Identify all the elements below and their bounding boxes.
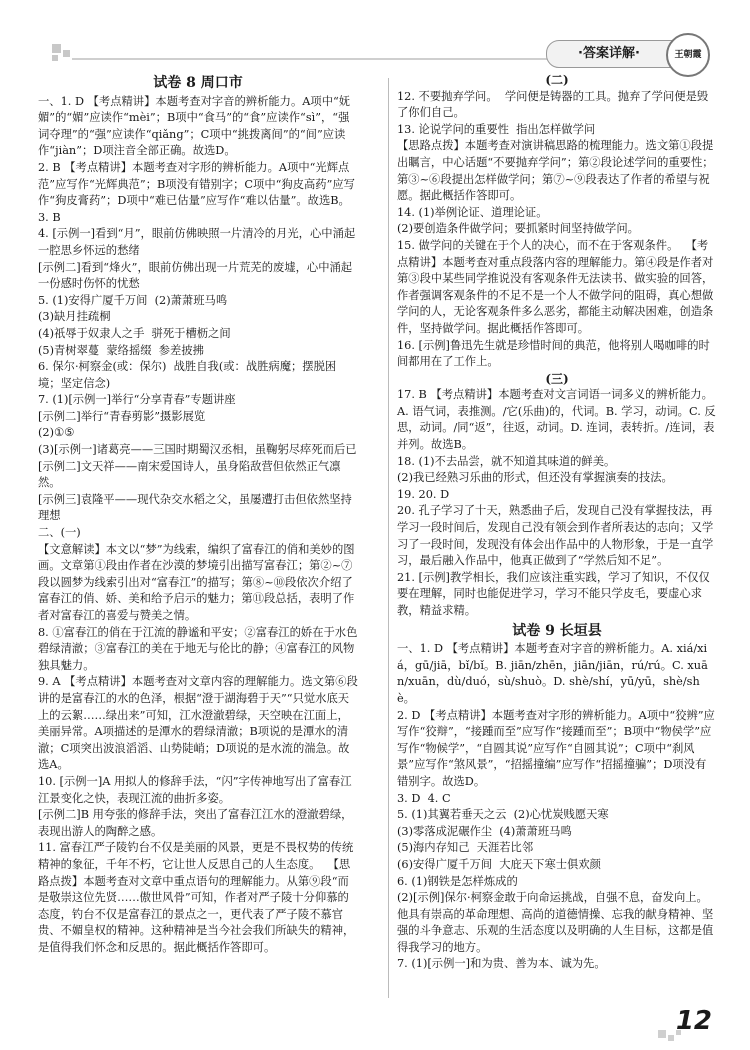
answer-paragraph: (3)缺月挂疏桐	[38, 310, 111, 324]
answer-paragraph: 17. B 【考点精讲】本题考查对文言词语一词多义的辨析能力。A. 语气词，表推测。/它(乐曲)的，代词。B. 学习，动词。C. 反思，动词。/同“返”，往返，动词。D. 连词，表转折。/连词，表并列。故选B。	[397, 388, 716, 452]
right-answers-a	[397, 89, 717, 371]
answer-paragraph: (2)我已经熟习乐曲的形式，但还没有掌握演奏的技法。	[397, 471, 673, 485]
answer-paragraph: (2)要创造条件做学问；要抓紧时间坚持做学问。	[397, 222, 639, 236]
answer-paragraph: 21. [示例]教学相长，我们应该注重实践，学习了知识，不仅仅要在理解，同时也能促进学习，学习不能只学皮毛，要虚心求教，精益求精。	[397, 570, 710, 617]
answer-paragraph: 2. D 【考点精讲】本题考查对字形的辨析能力。A项中“狡辨”应写作“狡辩”，“接踵而至”应写作“接踵而至”；B项中“物侯学”应写作“物候学”，“自圆其说”应写作“自圆其说”；C项中“刹风景”应写作“煞风景”，“招摇撞编”应写作“招摇撞骗”；D项没有错别字。故选D。	[397, 708, 715, 788]
answer-paragraph: 15. 做学问的关键在于个人的决心，而不在于客观条件。 【考点精讲】本题考查对重点段落内容的理解能力。第④段是作者对第③段中某些同学推说没有客观条件无法读书、做实验的回答，作者强调客观条件的不足不是一个人不做学问的阻碍，真心想做学问的人，无论客观条件多么恶劣，都能主动解决困难，创造条件，坚持做学问。据此概括作答即可。	[397, 238, 714, 335]
exam-title: 试卷 8 周口市	[153, 75, 243, 91]
answer-paragraph: (2)①⑤	[38, 426, 75, 440]
answer-paragraph: 13. 论说学问的重要性 指出怎样做学问	[397, 122, 596, 136]
header-badge: ·答案详解·	[546, 40, 672, 68]
answer-paragraph: 7. (1)[示例一]和为贵、善为本、诚为先。	[397, 957, 606, 971]
left-column	[38, 72, 358, 956]
answer-paragraph: 8. ①富春江的俏在于江流的静谧和平安；②富春江的娇在于水色碧绿清澈；③富春江的美在于地无与伦比的静；④富春江的风物独具魅力。	[38, 625, 358, 672]
answer-paragraph: [示例二]文天祥——南宋爱国诗人，虽身陷敌营但依然正气凛然。	[38, 459, 341, 490]
answer-paragraph: 6. 保尔·柯察金(或：保尔) 战胜自我(或：战胜病魔；摆脱困境；坚定信念)	[38, 360, 337, 390]
answer-paragraph: 18. (1)不去品尝，就不知道其味道的鲜美。	[397, 454, 616, 468]
left-answers	[38, 94, 358, 957]
section-heading: (二)	[545, 73, 569, 87]
answer-paragraph: (5)海内存知己 天涯若比邻	[397, 841, 534, 855]
answer-paragraph: [示例三]袁隆平——现代杂交水稻之父，虽屡遭打击但依然坚持理想	[38, 492, 352, 523]
answer-paragraph: 一、1. D 【考点精讲】本题考查对字音的辨析能力。A项中“妩媚”的“媚”应读作“mèi”；B项中“食马”的“食”应读作“sì”，“强词夺理”的“强”应读作“qiǎng”；C项中“挑拨离间”的“间”应读作“jiàn”；D项注音全部正确。故选D。	[38, 94, 351, 158]
answer-paragraph: [示例二]B 用夸张的修辞手法，突出了富春江江水的澄澈碧绿，表现出游人的陶醉之感。	[38, 808, 353, 838]
answer-paragraph: 20. 孔子学习了十天，熟悉曲子后，发现自己没有掌握技法，再学习一段时间后，发现自己没有领会到作者所表达的志向；又学习了一段时间，发现没有体会出作品中的人物形象，于是一直学习，最后融入作品中，他真正做到了“学然后知不足”。	[397, 504, 714, 568]
answer-paragraph: 10. [示例一]A 用拟人的修辞手法，“闪”字传神地写出了富春江江景变化之快，表现江流的曲折多姿。	[38, 774, 352, 805]
answer-paragraph: 一、1. D 【考点精讲】本题考查对字音的辨析能力。A. xiá/xiá，gū/jiā，bǐ/bǐ。B. jiān/zhēn，jiān/jiān，rú/rú。C. xuān/xuān，dù/duó，sù/shuò。D. shè/shí，yū/yū，shè/shè。	[397, 642, 708, 705]
answer-paragraph: (2)[示例]保尔·柯察金敢于向命运挑战，自强不息，奋发向上。他具有崇高的革命理想、高尚的道德情操、忘我的献身精神、坚强的斗争意志、乐观的生活态度以及明确的人生目标，这都是值得我学习的地方。	[397, 891, 714, 954]
answer-paragraph: 【文意解读】本文以“梦”为线索，编织了富春江的俏和美妙的图画。文章第①段由作者在沙漠的梦境引出描写富春江；第②~⑦段以圆梦为线索引出对“富春江”的描写；第⑧~⑩段依次介绍了富春江的俏、娇、美和给予启示的魅力；第⑪段总括，表明了作者对富春江的喜爱与赞美之情。	[38, 542, 355, 622]
answer-paragraph: 9. A 【考点精讲】本题考查对文章内容的理解能力。选文第⑥段讲的是富春江的水的色泽，根据“澄于湖海碧于天”“只觉水底天上的云絮……绿出来”可知，江水澄澈碧绿，天空映在江面上，美丽异常。A项描述的是潭水的碧绿清澈；B项说的是潭水的清澈；C项突出波浪滔滔、山势陡峭；D项说的是水流的湍急。故选A。	[38, 675, 358, 772]
answer-paragraph: 2. B 【考点精讲】本题考查对字形的辨析能力。A项中“光辉点范”应写作“光辉典范”；B项没有错别字；C项中“狗皮高药”应写作“狗皮膏药”；D项中“难已估量”应写作“难以估量”。故选B。	[38, 160, 355, 208]
right-answers-b	[397, 387, 717, 619]
answer-paragraph: 3. B	[38, 210, 61, 224]
answer-paragraph: [示例二]看到“烽火”，眼前仿佛出现一片荒芜的废墟，心中涌起一份感时伤怀的忧愁	[38, 260, 353, 291]
answer-paragraph: 7. (1)[示例一]举行“分享青春”专题讲座	[38, 393, 236, 407]
answer-paragraph: (6)安得广厦千万间 大庇天下寒士俱欢颜	[397, 857, 601, 871]
answer-paragraph: 【思路点拨】本题考查对演讲稿思路的梳理能力。选文第①段提出瞩言，中心话题“不要抛弃学问”；第②段论述学问的重要性；第③~⑥段提出怎样做学问；第⑦~⑨段表达了作者的希望与祝愿。据此概括作答即可。	[397, 139, 714, 203]
answer-paragraph: [示例二]举行“青春剪影”摄影展览	[38, 409, 206, 423]
section-heading: (三)	[545, 371, 569, 386]
answer-paragraph: (5)青树翠蔓 蒙络摇缀 参差披拂	[38, 343, 204, 357]
answer-paragraph: 12. 不要抛弃学问。 学问便是铸器的工具。抛弃了学问便是毁了你们自己。	[397, 89, 709, 120]
exam-title: 试卷 9 长垣县	[512, 622, 602, 639]
answer-paragraph: 14. (1)举例论证、道理论证。	[397, 205, 548, 219]
answer-paragraph: 19. 20. D	[397, 487, 450, 501]
column-divider	[388, 78, 389, 998]
publisher-logo: 王朝霞	[666, 33, 710, 77]
answer-paragraph: 5. (1)其翼若垂天之云 (2)心忧炭贱愿天寒	[397, 808, 609, 822]
answer-paragraph: 3. D 4. C	[397, 791, 451, 805]
answer-paragraph: 6. (1)钢铁是怎样炼成的	[397, 874, 518, 888]
page-number: 12	[675, 1006, 712, 1036]
answer-paragraph: 16. [示例]鲁迅先生就是珍惜时间的典范，他将别人喝咖啡的时间都用在了工作上。	[397, 338, 710, 369]
answer-paragraph: (4)祇辱于奴隶人之手 骈死于槽枥之间	[38, 326, 231, 340]
answer-paragraph: (3)[示例一]诸葛亮——三国时期蜀汉丞相，虽鞠躬尽瘁死而后已	[38, 443, 357, 457]
answer-paragraph: 11. 富春江严子陵钓台不仅是美丽的风景，更是不畏权势的传统精神的象征，千年不朽，它让世人反思自己的人生态度。 【思路点拨】本题考查对文章中重点语句的理解能力。从第⑨段“而是敬崇这位先贤……傲世风骨”可知，作者对严子陵十分仰慕的态度，钓台不仅是富春江的景点之一，更代表了严子陵不慕官贵、不媚皇权的精神。这种精神是当今社会我们所缺失的精神，是值得我们怀念和反思的。据此概括作答即可。	[38, 841, 355, 954]
right-column	[397, 72, 717, 973]
right-answers-c	[397, 641, 717, 973]
answer-paragraph: 4. [示例一]看到“月”，眼前仿佛映照一片清冷的月光，心中涌起一腔思乡怀远的愁绪	[38, 227, 356, 257]
answer-paragraph: (3)零落成泥碾作尘 (4)萧萧班马鸣	[397, 824, 572, 838]
answer-paragraph: 二、(一)	[38, 526, 81, 540]
answer-paragraph: 5. (1)安得广厦千万间 (2)萧萧班马鸣	[38, 293, 228, 307]
